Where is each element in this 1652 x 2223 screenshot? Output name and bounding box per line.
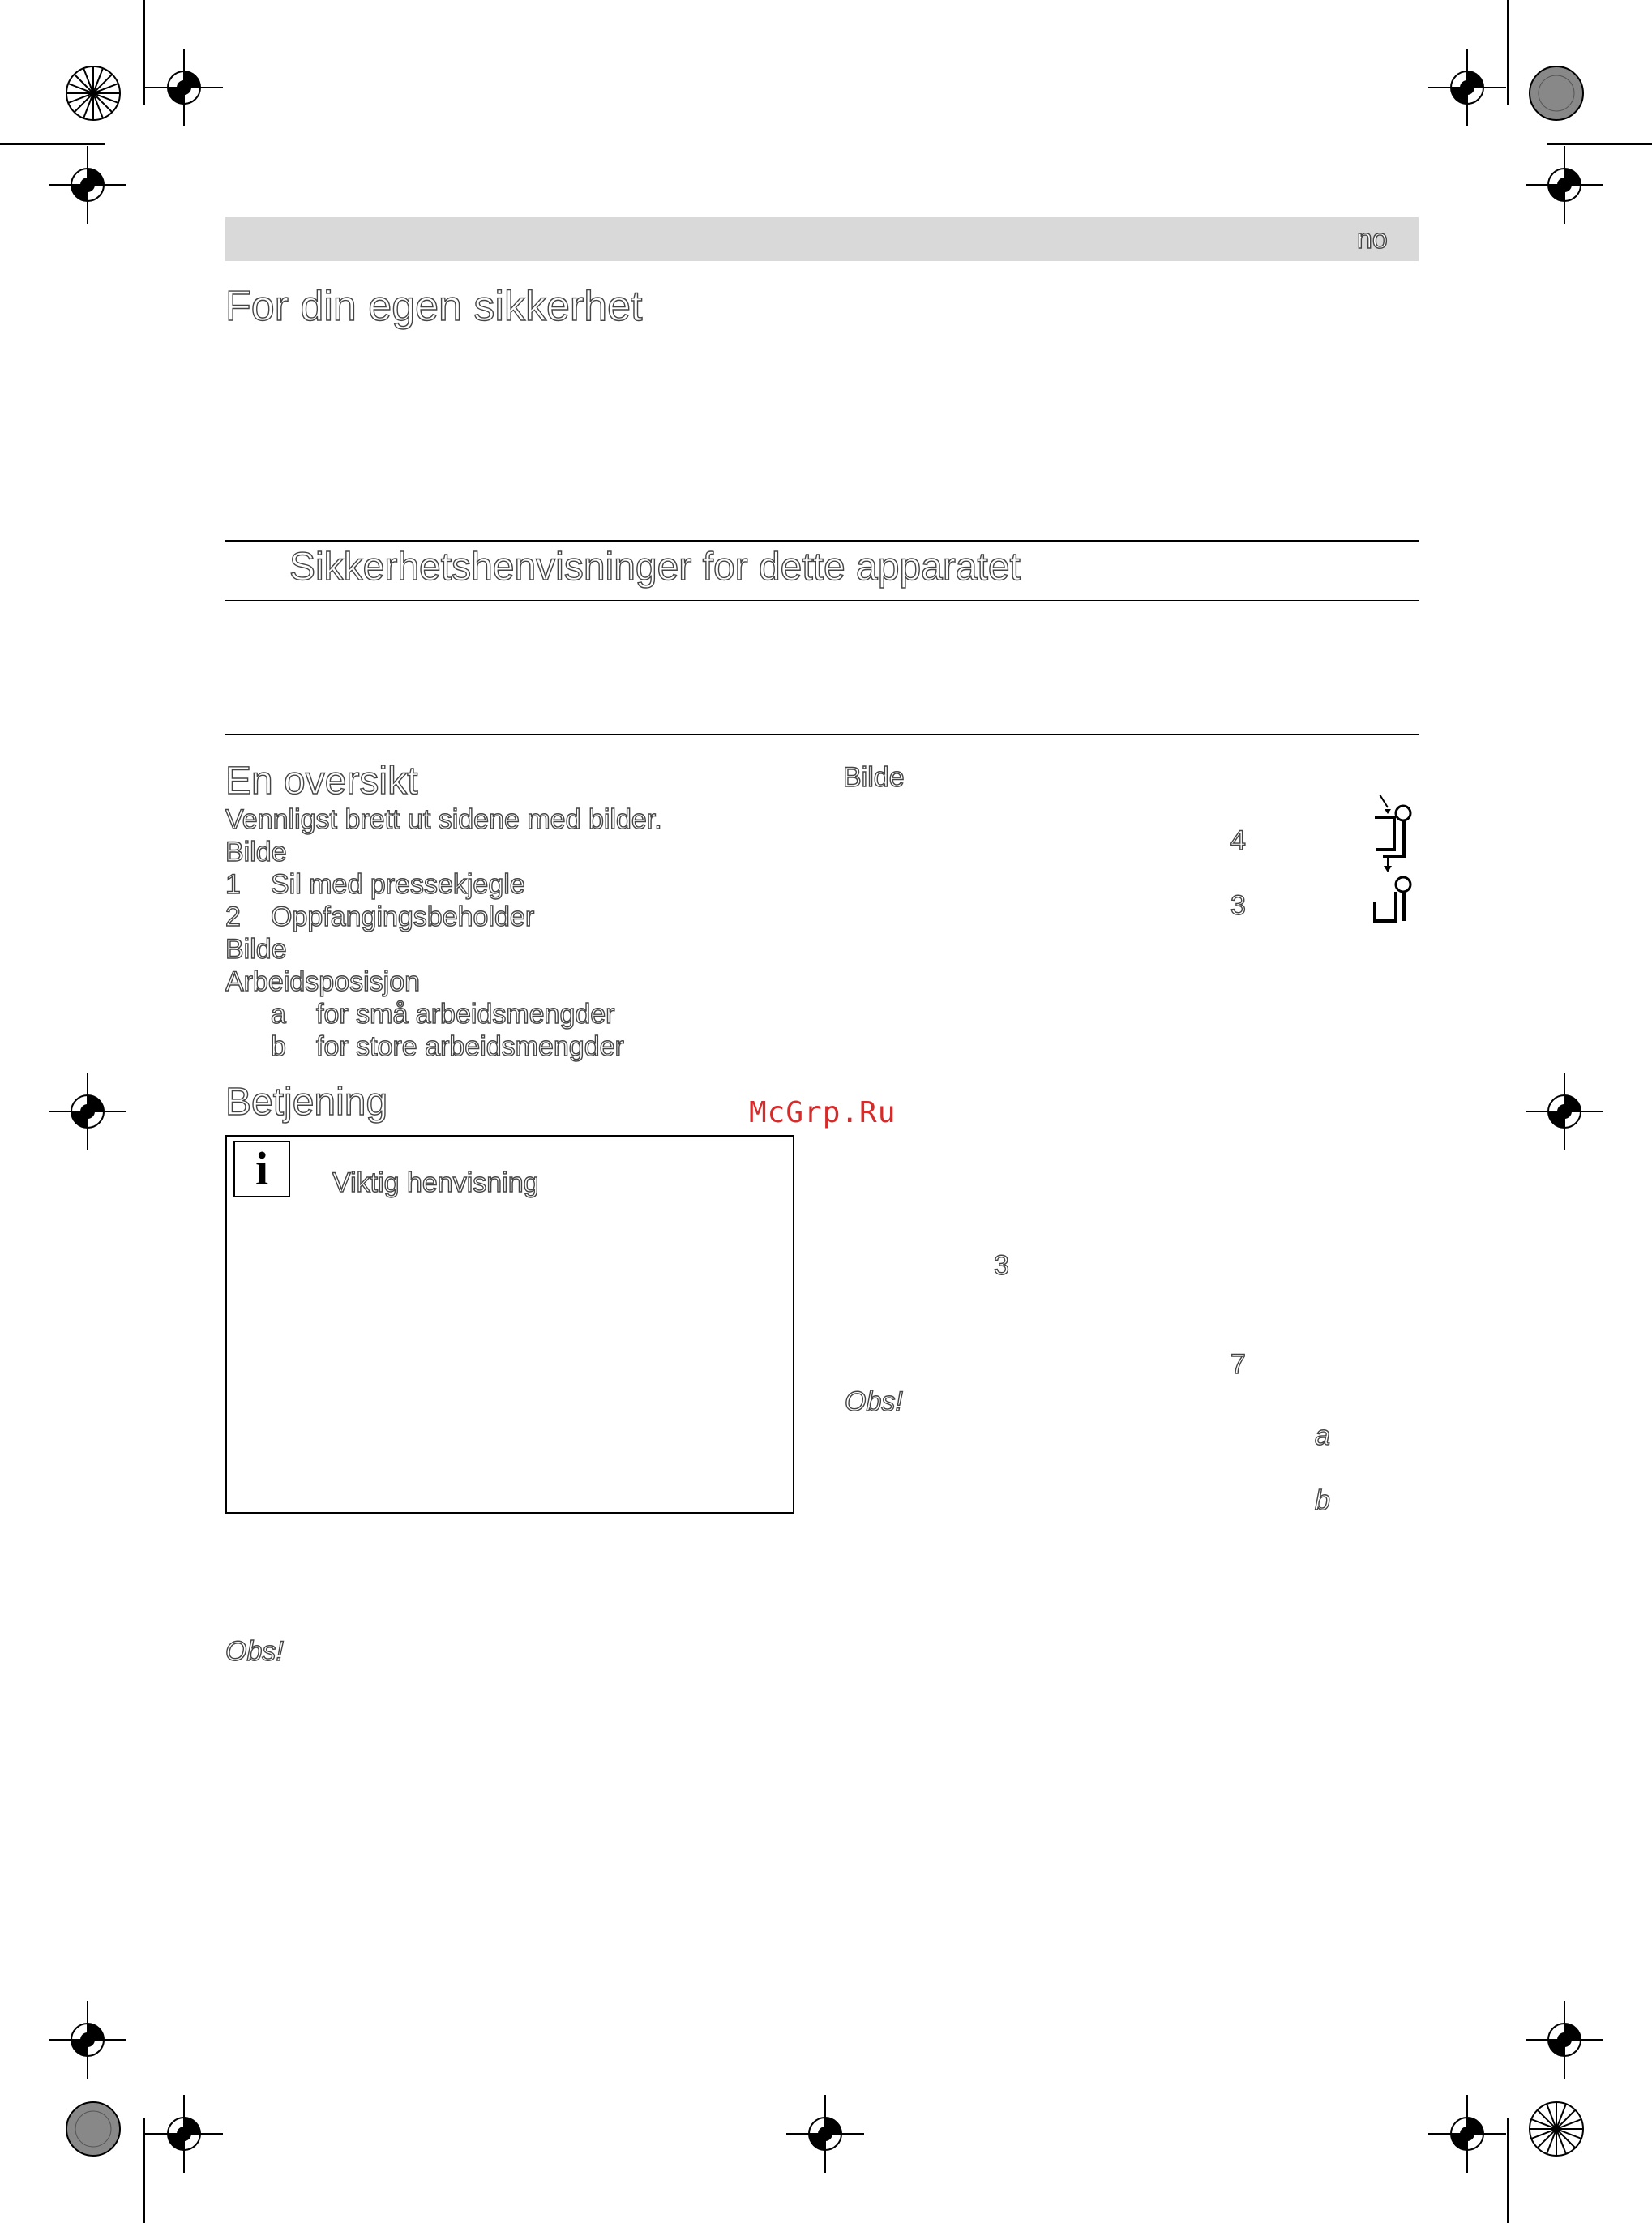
divider-bottom [225,600,1419,601]
watermark: McGrp.Ru [749,1096,897,1129]
page-title: For din egen sikkerhet [225,283,643,330]
list-item-number: 2 [225,902,241,932]
ref-letter: b [1315,1485,1330,1516]
figure-label-right: Bilde [843,762,905,793]
position-letter: a [271,999,286,1030]
overview-heading: En oversikt [225,760,418,803]
figure-label: Bilde [225,837,287,867]
list-item: Sil med pressekjegle [271,869,525,900]
positions-label: Arbeidsposisjon [225,966,421,997]
obs-note-right: Obs! [845,1386,903,1417]
position-text: for store arbeidsmengder [316,1031,624,1062]
divider-top [225,540,1419,542]
ref-number: 4 [1230,825,1246,856]
ref-number: 3 [1230,890,1246,921]
language-code: no [1357,224,1388,255]
section-divider [225,734,1419,735]
overview-intro: Vennligst brett ut sidene med bilder. [225,804,662,835]
ref-number: 7 [1230,1349,1246,1380]
obs-note: Obs! [225,1636,284,1667]
language-bar [225,217,1419,261]
list-item: Oppfangingsbeholder [271,902,535,932]
list-item-number: 1 [225,869,241,900]
ref-letter: a [1315,1420,1330,1451]
operation-heading: Betjening [225,1081,388,1124]
note-title: Viktig henvisning [332,1167,539,1198]
info-icon: i [233,1141,290,1197]
important-note-box [225,1135,794,1514]
position-text: for små arbeidsmengder [316,999,615,1030]
position-letter: b [271,1031,286,1062]
figure-label: Bilde [225,934,287,965]
ref-number: 3 [994,1250,1009,1281]
safety-heading: Sikkerhetshenvisninger for dette apparatet [289,546,1021,589]
lower-icon [1372,853,1420,926]
